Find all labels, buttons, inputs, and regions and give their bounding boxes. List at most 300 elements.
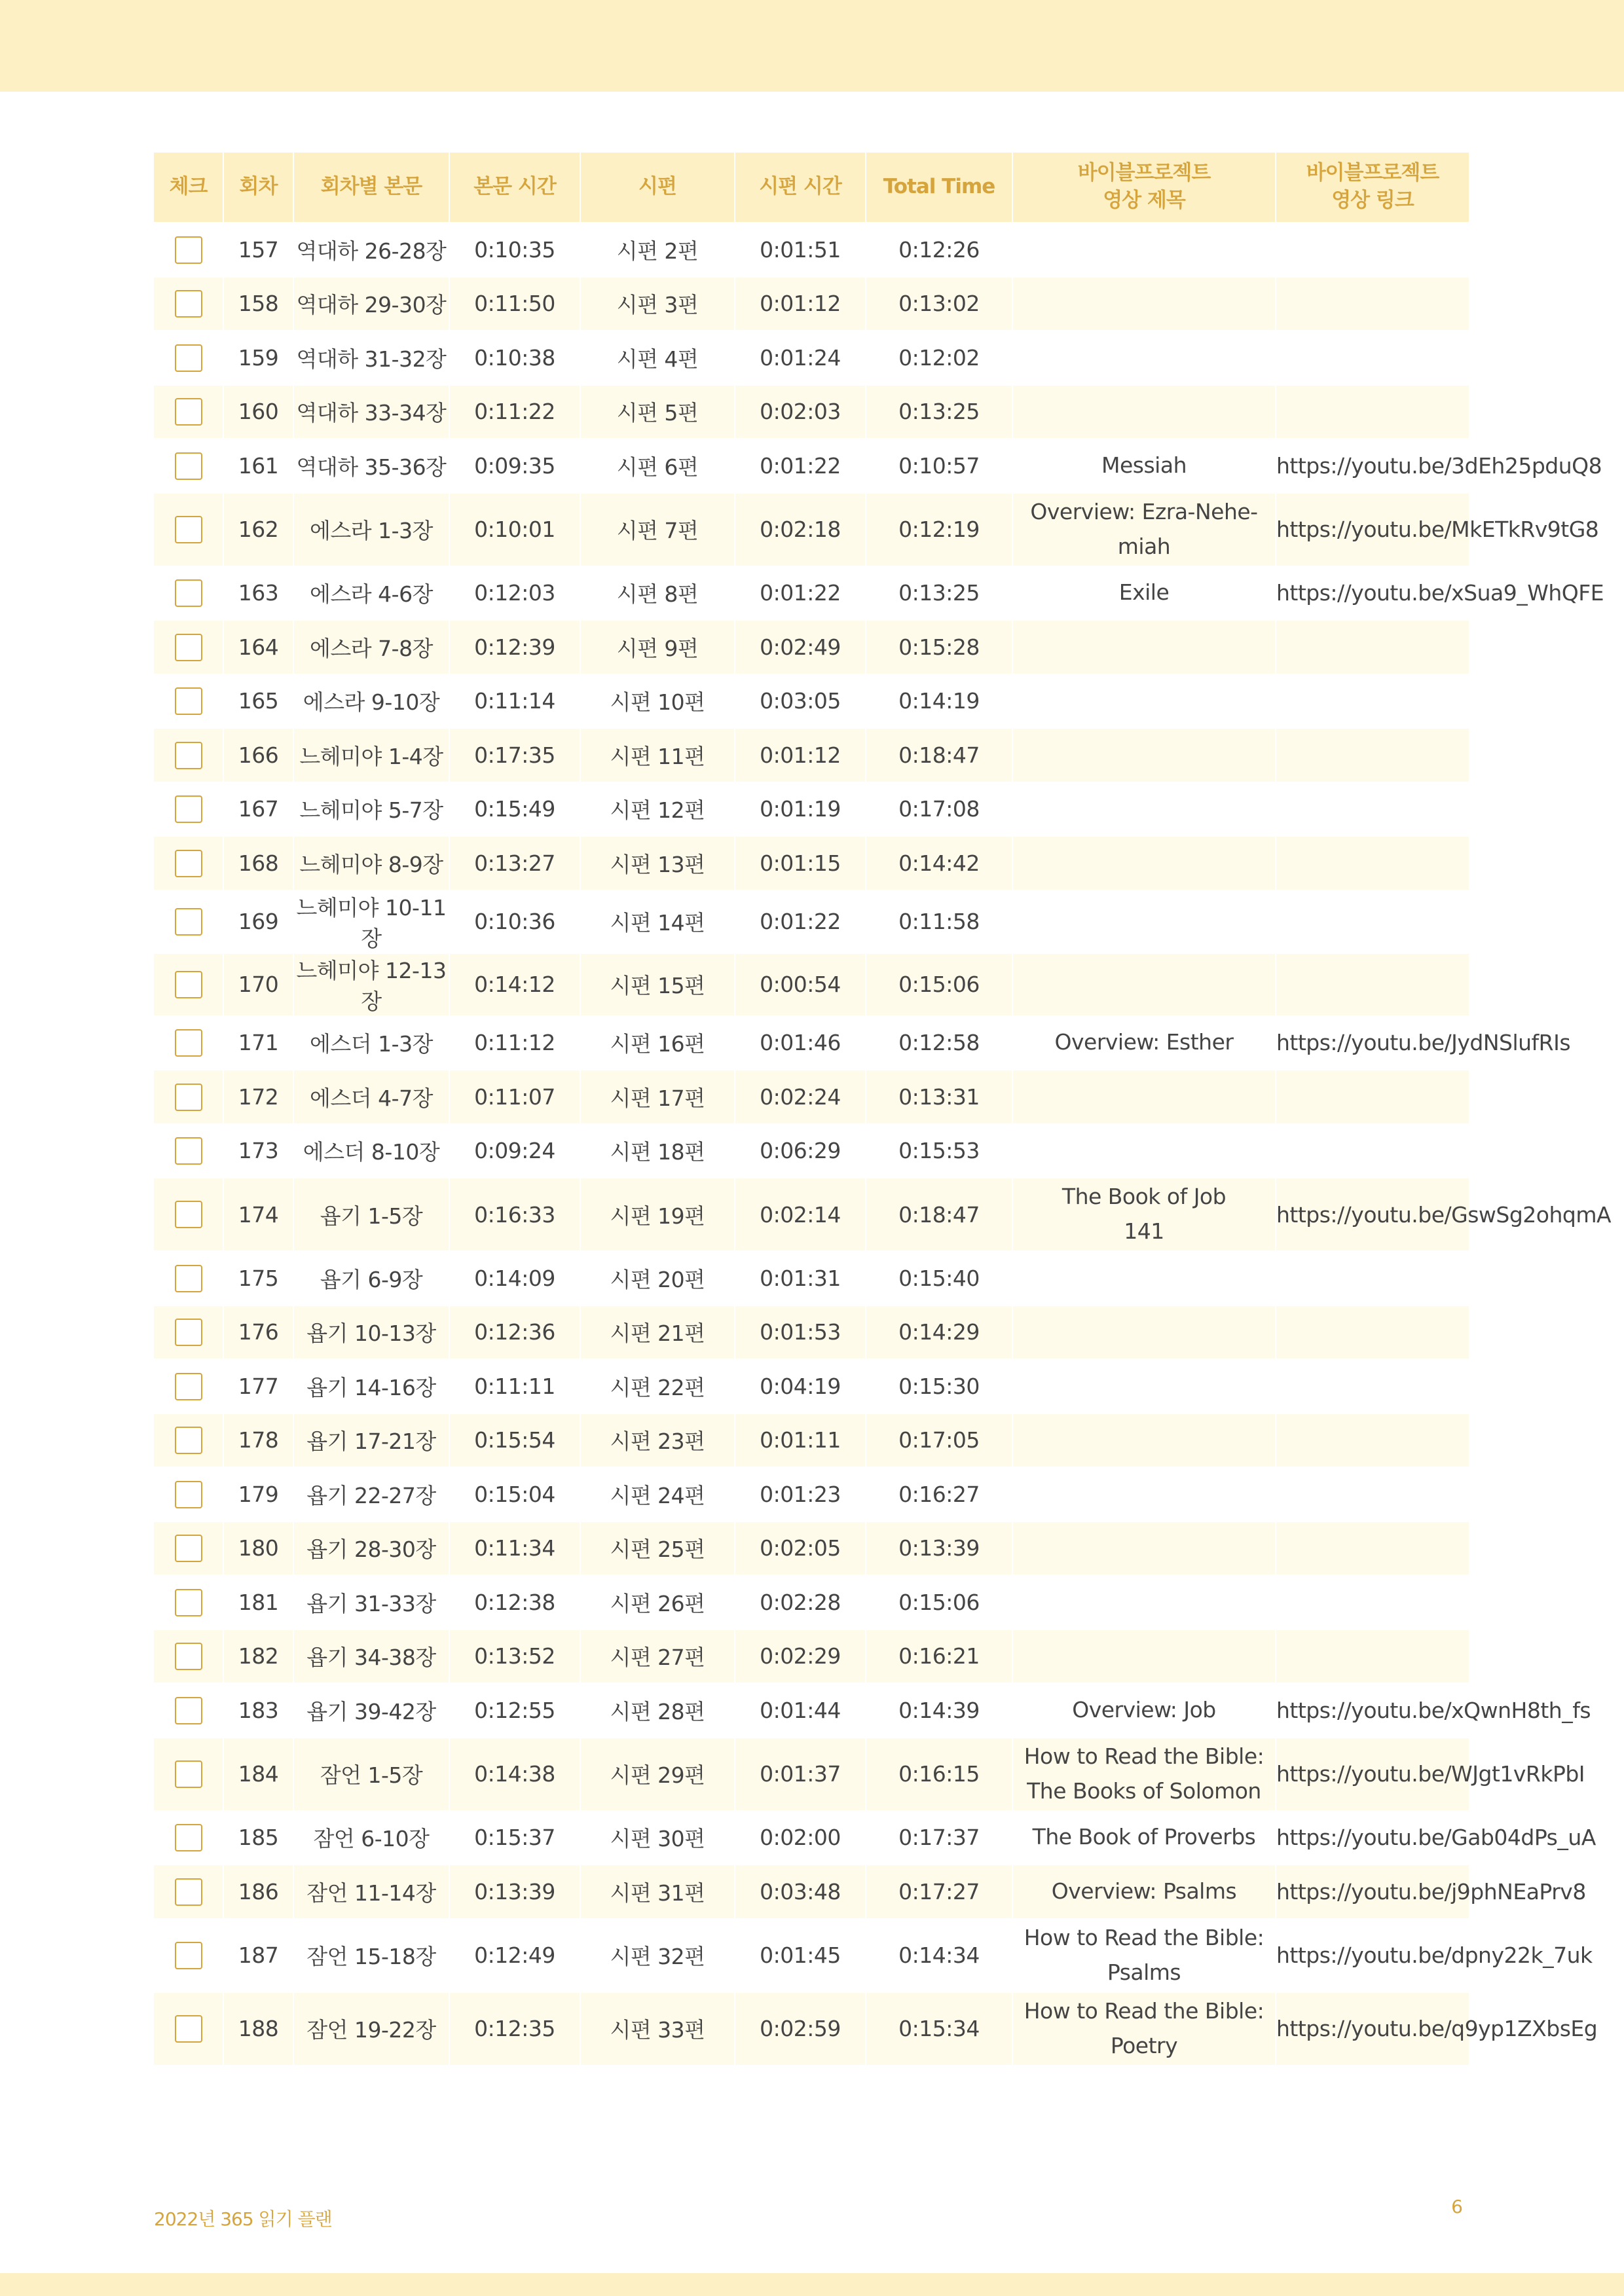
passage-cell: 에스더 4-7장: [294, 1069, 450, 1123]
video-link-cell: [1276, 953, 1469, 1015]
session-number: 172: [224, 1069, 294, 1123]
total-time-cell: 0:12:58: [866, 1015, 1013, 1070]
video-link-cell: [1276, 1413, 1469, 1467]
video-link-cell: [1276, 1629, 1469, 1683]
psalm-cell: 시편 11편: [581, 727, 735, 782]
passage-cell: 느헤미야 10-11장: [294, 890, 450, 953]
table-row: [154, 1521, 1469, 1575]
psalm-time-cell: 0:01:53: [735, 1305, 866, 1359]
psalm-time-cell: 0:01:12: [735, 276, 866, 331]
video-link-cell: [1276, 438, 1602, 492]
passage-cell: 욥기 31-33장: [294, 1575, 450, 1629]
checkbox[interactable]: [175, 1029, 202, 1057]
col-header-video-link-line2: 영상 링크: [1331, 189, 1414, 212]
checkbox[interactable]: [175, 1319, 202, 1346]
psalm-time-cell: 0:02:14: [735, 1177, 866, 1250]
passage-cell: 에스라 9-10장: [294, 674, 450, 728]
video-link-cell: [1276, 1918, 1593, 1992]
psalm-cell: 시편 21편: [581, 1305, 735, 1359]
passage-cell: 잠언 19-22장: [294, 1992, 450, 2065]
checkbox[interactable]: [175, 1589, 202, 1616]
psalm-time-cell: 0:02:28: [735, 1575, 866, 1629]
video-title-cell: [1013, 953, 1276, 1015]
check-cell: [154, 1629, 224, 1683]
checkbox[interactable]: [175, 1084, 202, 1111]
checkbox[interactable]: [175, 687, 202, 715]
psalm-time-cell: 0:01:22: [735, 438, 866, 492]
video-link[interactable]: https://youtu.be/JydNSlufRIs: [1276, 1030, 1571, 1056]
video-link-cell: [1276, 492, 1599, 566]
session-number: 166: [224, 727, 294, 782]
checkbox[interactable]: [175, 1201, 202, 1228]
passage-cell: 에스라 4-6장: [294, 566, 450, 620]
video-title-line1: Overview: Job: [1072, 1696, 1216, 1722]
total-time-cell: 0:18:47: [866, 727, 1013, 782]
table-row: [154, 222, 1469, 276]
video-link-cell: [1276, 566, 1604, 620]
check-cell: [154, 1864, 224, 1918]
video-link-cell: [1276, 1069, 1469, 1123]
session-number: 162: [224, 492, 294, 566]
passage-time-cell: 0:11:34: [450, 1521, 581, 1575]
psalm-time-cell: 0:01:46: [735, 1015, 866, 1070]
video-link-cell: [1276, 1737, 1585, 1810]
video-title-cell: [1013, 1250, 1276, 1305]
check-cell: [154, 1177, 224, 1250]
video-title-cell: [1013, 727, 1276, 782]
video-title-cell: [1013, 1683, 1276, 1737]
total-time-cell: 0:12:02: [866, 330, 1013, 384]
video-title-cell: [1013, 1575, 1276, 1629]
total-time-cell: 0:12:26: [866, 222, 1013, 276]
table-row: [154, 1123, 1469, 1178]
video-link-cell: [1276, 222, 1469, 276]
psalm-cell: 시편 18편: [581, 1123, 735, 1178]
psalm-cell: 시편 28편: [581, 1683, 735, 1737]
checkbox[interactable]: [175, 1760, 202, 1788]
video-title-line1: Exile: [1118, 579, 1170, 606]
total-time-cell: 0:11:58: [866, 890, 1013, 953]
video-link[interactable]: https://youtu.be/xQwnH8th_fs: [1276, 1697, 1591, 1723]
total-time-cell: 0:14:34: [866, 1918, 1013, 1992]
psalm-time-cell: 0:04:19: [735, 1358, 866, 1413]
checkbox[interactable]: [175, 971, 202, 998]
checkbox[interactable]: [175, 850, 202, 877]
col-header-psalm-time: 시편 시간: [735, 153, 866, 222]
psalm-time-cell: 0:02:24: [735, 1069, 866, 1123]
passage-cell: 에스라 1-3장: [294, 492, 450, 566]
psalm-cell: 시편 22편: [581, 1358, 735, 1413]
passage-time-cell: 0:11:07: [450, 1069, 581, 1123]
video-title-cell: [1013, 890, 1276, 953]
checkbox[interactable]: [175, 452, 202, 480]
checkbox[interactable]: [175, 742, 202, 769]
session-number: 169: [224, 890, 294, 953]
session-number: 180: [224, 1521, 294, 1575]
video-link-cell: [1276, 782, 1469, 836]
total-time-cell: 0:13:25: [866, 384, 1013, 439]
psalm-time-cell: 0:01:22: [735, 566, 866, 620]
psalm-cell: 시편 27편: [581, 1629, 735, 1683]
video-link-cell: [1276, 727, 1469, 782]
psalm-cell: 시편 32편: [581, 1918, 735, 1992]
psalm-cell: 시편 26편: [581, 1575, 735, 1629]
passage-time-cell: 0:10:01: [450, 492, 581, 566]
video-link[interactable]: https://youtu.be/WJgt1vRkPbI: [1276, 1761, 1585, 1787]
video-title-line2: The Books of Solomon: [1027, 1777, 1261, 1804]
psalm-cell: 시편 25편: [581, 1521, 735, 1575]
checkbox[interactable]: [175, 290, 202, 318]
psalm-cell: 시편 6편: [581, 438, 735, 492]
checkbox[interactable]: [175, 1535, 202, 1562]
passage-time-cell: 0:12:55: [450, 1683, 581, 1737]
psalm-cell: 시편 31편: [581, 1864, 735, 1918]
video-title-line1: How to Read the Bible:: [1024, 1997, 1264, 2024]
checkbox[interactable]: [175, 795, 202, 823]
passage-time-cell: 0:14:12: [450, 953, 581, 1015]
psalm-time-cell: 0:03:48: [735, 1864, 866, 1918]
checkbox[interactable]: [175, 579, 202, 607]
checkbox[interactable]: [175, 1643, 202, 1670]
passage-cell: 에스더 8-10장: [294, 1123, 450, 1178]
session-number: 188: [224, 1992, 294, 2065]
psalm-cell: 시편 16편: [581, 1015, 735, 1070]
video-title-cell: [1013, 1992, 1276, 2065]
session-number: 165: [224, 674, 294, 728]
passage-time-cell: 0:15:04: [450, 1467, 581, 1521]
session-number: 184: [224, 1737, 294, 1810]
video-link[interactable]: https://youtu.be/Gab04dPs_uA: [1276, 1825, 1596, 1851]
video-title-cell: [1013, 330, 1276, 384]
col-header-passage-time: 본문 시간: [450, 153, 581, 222]
total-time-cell: 0:17:37: [866, 1810, 1013, 1865]
psalm-cell: 시편 12편: [581, 782, 735, 836]
psalm-time-cell: 0:01:31: [735, 1250, 866, 1305]
col-header-video-link-line1: 바이블프로젝트: [1306, 161, 1439, 185]
video-link[interactable]: https://youtu.be/GswSg2ohqmA: [1276, 1201, 1612, 1228]
checkbox[interactable]: [175, 1137, 202, 1165]
passage-cell: 느헤미야 5-7장: [294, 782, 450, 836]
col-header-check: 체크: [154, 153, 224, 222]
total-time-cell: 0:14:19: [866, 674, 1013, 728]
session-number: 158: [224, 276, 294, 331]
psalm-time-cell: 0:02:29: [735, 1629, 866, 1683]
passage-time-cell: 0:10:36: [450, 890, 581, 953]
session-number: 186: [224, 1864, 294, 1918]
session-number: 175: [224, 1250, 294, 1305]
checkbox[interactable]: [175, 1878, 202, 1906]
session-number: 177: [224, 1358, 294, 1413]
table-row: [154, 276, 1469, 331]
video-title-cell: [1013, 276, 1276, 331]
passage-time-cell: 0:11:50: [450, 276, 581, 331]
passage-time-cell: 0:13:27: [450, 835, 581, 890]
video-link-cell: [1276, 1250, 1469, 1305]
video-link-cell: [1276, 1358, 1469, 1413]
psalm-cell: 시편 10편: [581, 674, 735, 728]
video-link-cell: [1276, 1177, 1612, 1250]
checkbox[interactable]: [175, 1373, 202, 1400]
passage-cell: 느헤미야 8-9장: [294, 835, 450, 890]
checkbox[interactable]: [175, 398, 202, 426]
total-time-cell: 0:18:47: [866, 1177, 1013, 1250]
passage-time-cell: 0:09:24: [450, 1123, 581, 1178]
psalm-time-cell: 0:01:44: [735, 1683, 866, 1737]
session-number: 173: [224, 1123, 294, 1178]
passage-cell: 에스라 7-8장: [294, 619, 450, 674]
check-cell: [154, 1305, 224, 1359]
session-number: 167: [224, 782, 294, 836]
table-row: [154, 1629, 1469, 1683]
table-row: [154, 1737, 1469, 1810]
psalm-cell: 시편 20편: [581, 1250, 735, 1305]
session-number: 179: [224, 1467, 294, 1521]
video-title-line2: 141: [1124, 1218, 1164, 1244]
video-title-cell: [1013, 1358, 1276, 1413]
passage-time-cell: 0:12:03: [450, 566, 581, 620]
video-title-line1: Overview: Psalms: [1051, 1878, 1237, 1904]
video-link-cell: [1276, 276, 1469, 331]
check-cell: [154, 835, 224, 890]
psalm-time-cell: 0:02:05: [735, 1521, 866, 1575]
checkbox[interactable]: [175, 634, 202, 661]
psalm-time-cell: 0:01:45: [735, 1918, 866, 1992]
psalm-time-cell: 0:06:29: [735, 1123, 866, 1178]
video-link-cell: [1276, 1683, 1591, 1737]
passage-cell: 역대하 33-34장: [294, 384, 450, 439]
video-link-cell: [1276, 384, 1469, 439]
col-header-psalm: 시편: [581, 153, 735, 222]
psalm-cell: 시편 23편: [581, 1413, 735, 1467]
passage-time-cell: 0:14:38: [450, 1737, 581, 1810]
table-row: [154, 1467, 1469, 1521]
session-number: 174: [224, 1177, 294, 1250]
passage-time-cell: 0:11:22: [450, 384, 581, 439]
psalm-time-cell: 0:03:05: [735, 674, 866, 728]
psalm-time-cell: 0:02:18: [735, 492, 866, 566]
checkbox[interactable]: [175, 908, 202, 936]
video-link[interactable]: https://youtu.be/q9yp1ZXbsEg: [1276, 2016, 1598, 2041]
table-row: [154, 1864, 1469, 1918]
psalm-cell: 시편 8편: [581, 566, 735, 620]
check-cell: [154, 330, 224, 384]
check-cell: [154, 1123, 224, 1178]
psalm-cell: 시편 7편: [581, 492, 735, 566]
total-time-cell: 0:15:06: [866, 1575, 1013, 1629]
total-time-cell: 0:15:40: [866, 1250, 1013, 1305]
psalm-time-cell: 0:01:24: [735, 330, 866, 384]
col-header-num: 회차: [224, 153, 294, 222]
video-link-cell: [1276, 1575, 1469, 1629]
passage-cell: 역대하 29-30장: [294, 276, 450, 331]
video-title-line1: The Book of Job: [1061, 1184, 1227, 1210]
psalm-time-cell: 0:01:11: [735, 1413, 866, 1467]
passage-cell: 잠언 15-18장: [294, 1918, 450, 1992]
total-time-cell: 0:15:34: [866, 1992, 1013, 2065]
check-cell: [154, 1992, 224, 2065]
video-link-cell: [1276, 1467, 1469, 1521]
passage-time-cell: 0:12:36: [450, 1305, 581, 1359]
passage-cell: 욥기 28-30장: [294, 1521, 450, 1575]
video-title-line1: How to Read the Bible:: [1024, 1924, 1264, 1950]
session-number: 160: [224, 384, 294, 439]
passage-cell: 욥기 17-21장: [294, 1413, 450, 1467]
psalm-cell: 시편 29편: [581, 1737, 735, 1810]
table-row: [154, 1177, 1469, 1250]
table-row: [154, 1250, 1469, 1305]
video-title-line1: Messiah: [1101, 452, 1187, 478]
psalm-cell: 시편 15편: [581, 953, 735, 1015]
table-row: [154, 566, 1469, 620]
psalm-cell: 시편 17편: [581, 1069, 735, 1123]
video-link[interactable]: https://youtu.be/MkETkRv9tG8: [1276, 517, 1599, 542]
video-title-cell: [1013, 1810, 1276, 1865]
session-number: 185: [224, 1810, 294, 1865]
total-time-cell: 0:17:05: [866, 1413, 1013, 1467]
table-row: [154, 438, 1469, 492]
check-cell: [154, 1810, 224, 1865]
video-title-cell: [1013, 566, 1276, 620]
psalm-cell: 시편 3편: [581, 276, 735, 331]
video-title-cell: [1013, 438, 1276, 492]
passage-cell: 느헤미야 12-13장: [294, 953, 450, 1015]
total-time-cell: 0:15:06: [866, 953, 1013, 1015]
table-row: [154, 674, 1469, 728]
psalm-cell: 시편 13편: [581, 835, 735, 890]
table-header: [154, 153, 1469, 222]
video-title-cell: [1013, 492, 1276, 566]
passage-time-cell: 0:16:33: [450, 1177, 581, 1250]
table-row: [154, 782, 1469, 836]
table-row: [154, 1305, 1469, 1359]
total-time-cell: 0:13:25: [866, 566, 1013, 620]
video-link-cell: [1276, 330, 1469, 384]
table-row: [154, 1810, 1469, 1865]
check-cell: [154, 222, 224, 276]
table-row: [154, 1358, 1469, 1413]
check-cell: [154, 953, 224, 1015]
passage-cell: 잠언 6-10장: [294, 1810, 450, 1865]
passage-cell: 욥기 39-42장: [294, 1683, 450, 1737]
passage-time-cell: 0:12:38: [450, 1575, 581, 1629]
table-row: [154, 953, 1469, 1015]
check-cell: [154, 890, 224, 953]
session-number: 164: [224, 619, 294, 674]
table-row: [154, 492, 1469, 566]
passage-time-cell: 0:17:35: [450, 727, 581, 782]
checkbox[interactable]: [175, 2015, 202, 2043]
session-number: 187: [224, 1918, 294, 1992]
passage-time-cell: 0:09:35: [450, 438, 581, 492]
check-cell: [154, 674, 224, 728]
checkbox[interactable]: [175, 1265, 202, 1292]
passage-time-cell: 0:14:09: [450, 1250, 581, 1305]
passage-time-cell: 0:12:39: [450, 619, 581, 674]
check-cell: [154, 1015, 224, 1070]
psalm-cell: 시편 5편: [581, 384, 735, 439]
total-time-cell: 0:16:15: [866, 1737, 1013, 1810]
session-number: 159: [224, 330, 294, 384]
video-link-cell: [1276, 1305, 1469, 1359]
psalm-time-cell: 0:02:59: [735, 1992, 866, 2065]
psalm-cell: 시편 24편: [581, 1467, 735, 1521]
video-title-line2: Poetry: [1110, 2032, 1178, 2058]
video-link-cell: [1276, 1864, 1586, 1918]
passage-time-cell: 0:12:35: [450, 1992, 581, 2065]
check-cell: [154, 1575, 224, 1629]
video-title-cell: [1013, 835, 1276, 890]
passage-time-cell: 0:15:37: [450, 1810, 581, 1865]
checkbox[interactable]: [175, 1481, 202, 1508]
check-cell: [154, 1521, 224, 1575]
col-header-video-title-line1: 바이블프로젝트: [1077, 161, 1211, 185]
col-header-video-title-line2: 영상 제목: [1103, 189, 1185, 212]
checkbox[interactable]: [175, 516, 202, 543]
passage-time-cell: 0:11:14: [450, 674, 581, 728]
session-number: 176: [224, 1305, 294, 1359]
video-link-cell: [1276, 1015, 1571, 1070]
total-time-cell: 0:15:53: [866, 1123, 1013, 1178]
checkbox[interactable]: [175, 1824, 202, 1851]
video-link[interactable]: https://youtu.be/3dEh25pduQ8: [1276, 452, 1602, 479]
psalm-time-cell: 0:01:19: [735, 782, 866, 836]
total-time-cell: 0:14:29: [866, 1305, 1013, 1359]
psalm-time-cell: 0:02:49: [735, 619, 866, 674]
video-title-cell: [1013, 782, 1276, 836]
video-link[interactable]: https://youtu.be/dpny22k_7uk: [1276, 1942, 1593, 1968]
check-cell: [154, 1737, 224, 1810]
video-link-cell: [1276, 835, 1469, 890]
passage-cell: 느헤미야 1-4장: [294, 727, 450, 782]
checkbox[interactable]: [175, 1942, 202, 1969]
video-link[interactable]: https://youtu.be/j9phNEaPrv8: [1276, 1878, 1586, 1904]
video-title-cell: [1013, 222, 1276, 276]
passage-cell: 욥기 10-13장: [294, 1305, 450, 1359]
checkbox[interactable]: [175, 236, 202, 264]
session-number: 178: [224, 1413, 294, 1467]
page-number: 6: [1451, 2196, 1463, 2217]
passage-time-cell: 0:15:49: [450, 782, 581, 836]
psalm-time-cell: 0:02:00: [735, 1810, 866, 1865]
col-header-passage: 회차별 본문: [294, 153, 450, 222]
video-link-cell: [1276, 674, 1469, 728]
check-cell: [154, 566, 224, 620]
passage-cell: 욥기 14-16장: [294, 1358, 450, 1413]
passage-time-cell: 0:15:54: [450, 1413, 581, 1467]
session-number: 168: [224, 835, 294, 890]
checkbox[interactable]: [175, 344, 202, 372]
video-title-cell: [1013, 1305, 1276, 1359]
checkbox[interactable]: [175, 1427, 202, 1454]
check-cell: [154, 782, 224, 836]
psalm-time-cell: 0:00:54: [735, 953, 866, 1015]
passage-time-cell: 0:12:49: [450, 1918, 581, 1992]
table-row: [154, 1575, 1469, 1629]
video-title-line1: Overview: Ezra-Nehe-: [1030, 498, 1258, 524]
total-time-cell: 0:13:39: [866, 1521, 1013, 1575]
passage-cell: 욥기 6-9장: [294, 1250, 450, 1305]
passage-time-cell: 0:10:35: [450, 222, 581, 276]
check-cell: [154, 1918, 224, 1992]
session-number: 170: [224, 953, 294, 1015]
col-header-total: Total Time: [866, 153, 1013, 222]
checkbox[interactable]: [175, 1697, 202, 1724]
passage-cell: 역대하 31-32장: [294, 330, 450, 384]
video-link-cell: [1276, 1810, 1596, 1865]
table-row: [154, 1069, 1469, 1123]
video-link-cell: [1276, 1992, 1598, 2065]
video-link[interactable]: https://youtu.be/xSua9_WhQFE: [1276, 580, 1604, 606]
